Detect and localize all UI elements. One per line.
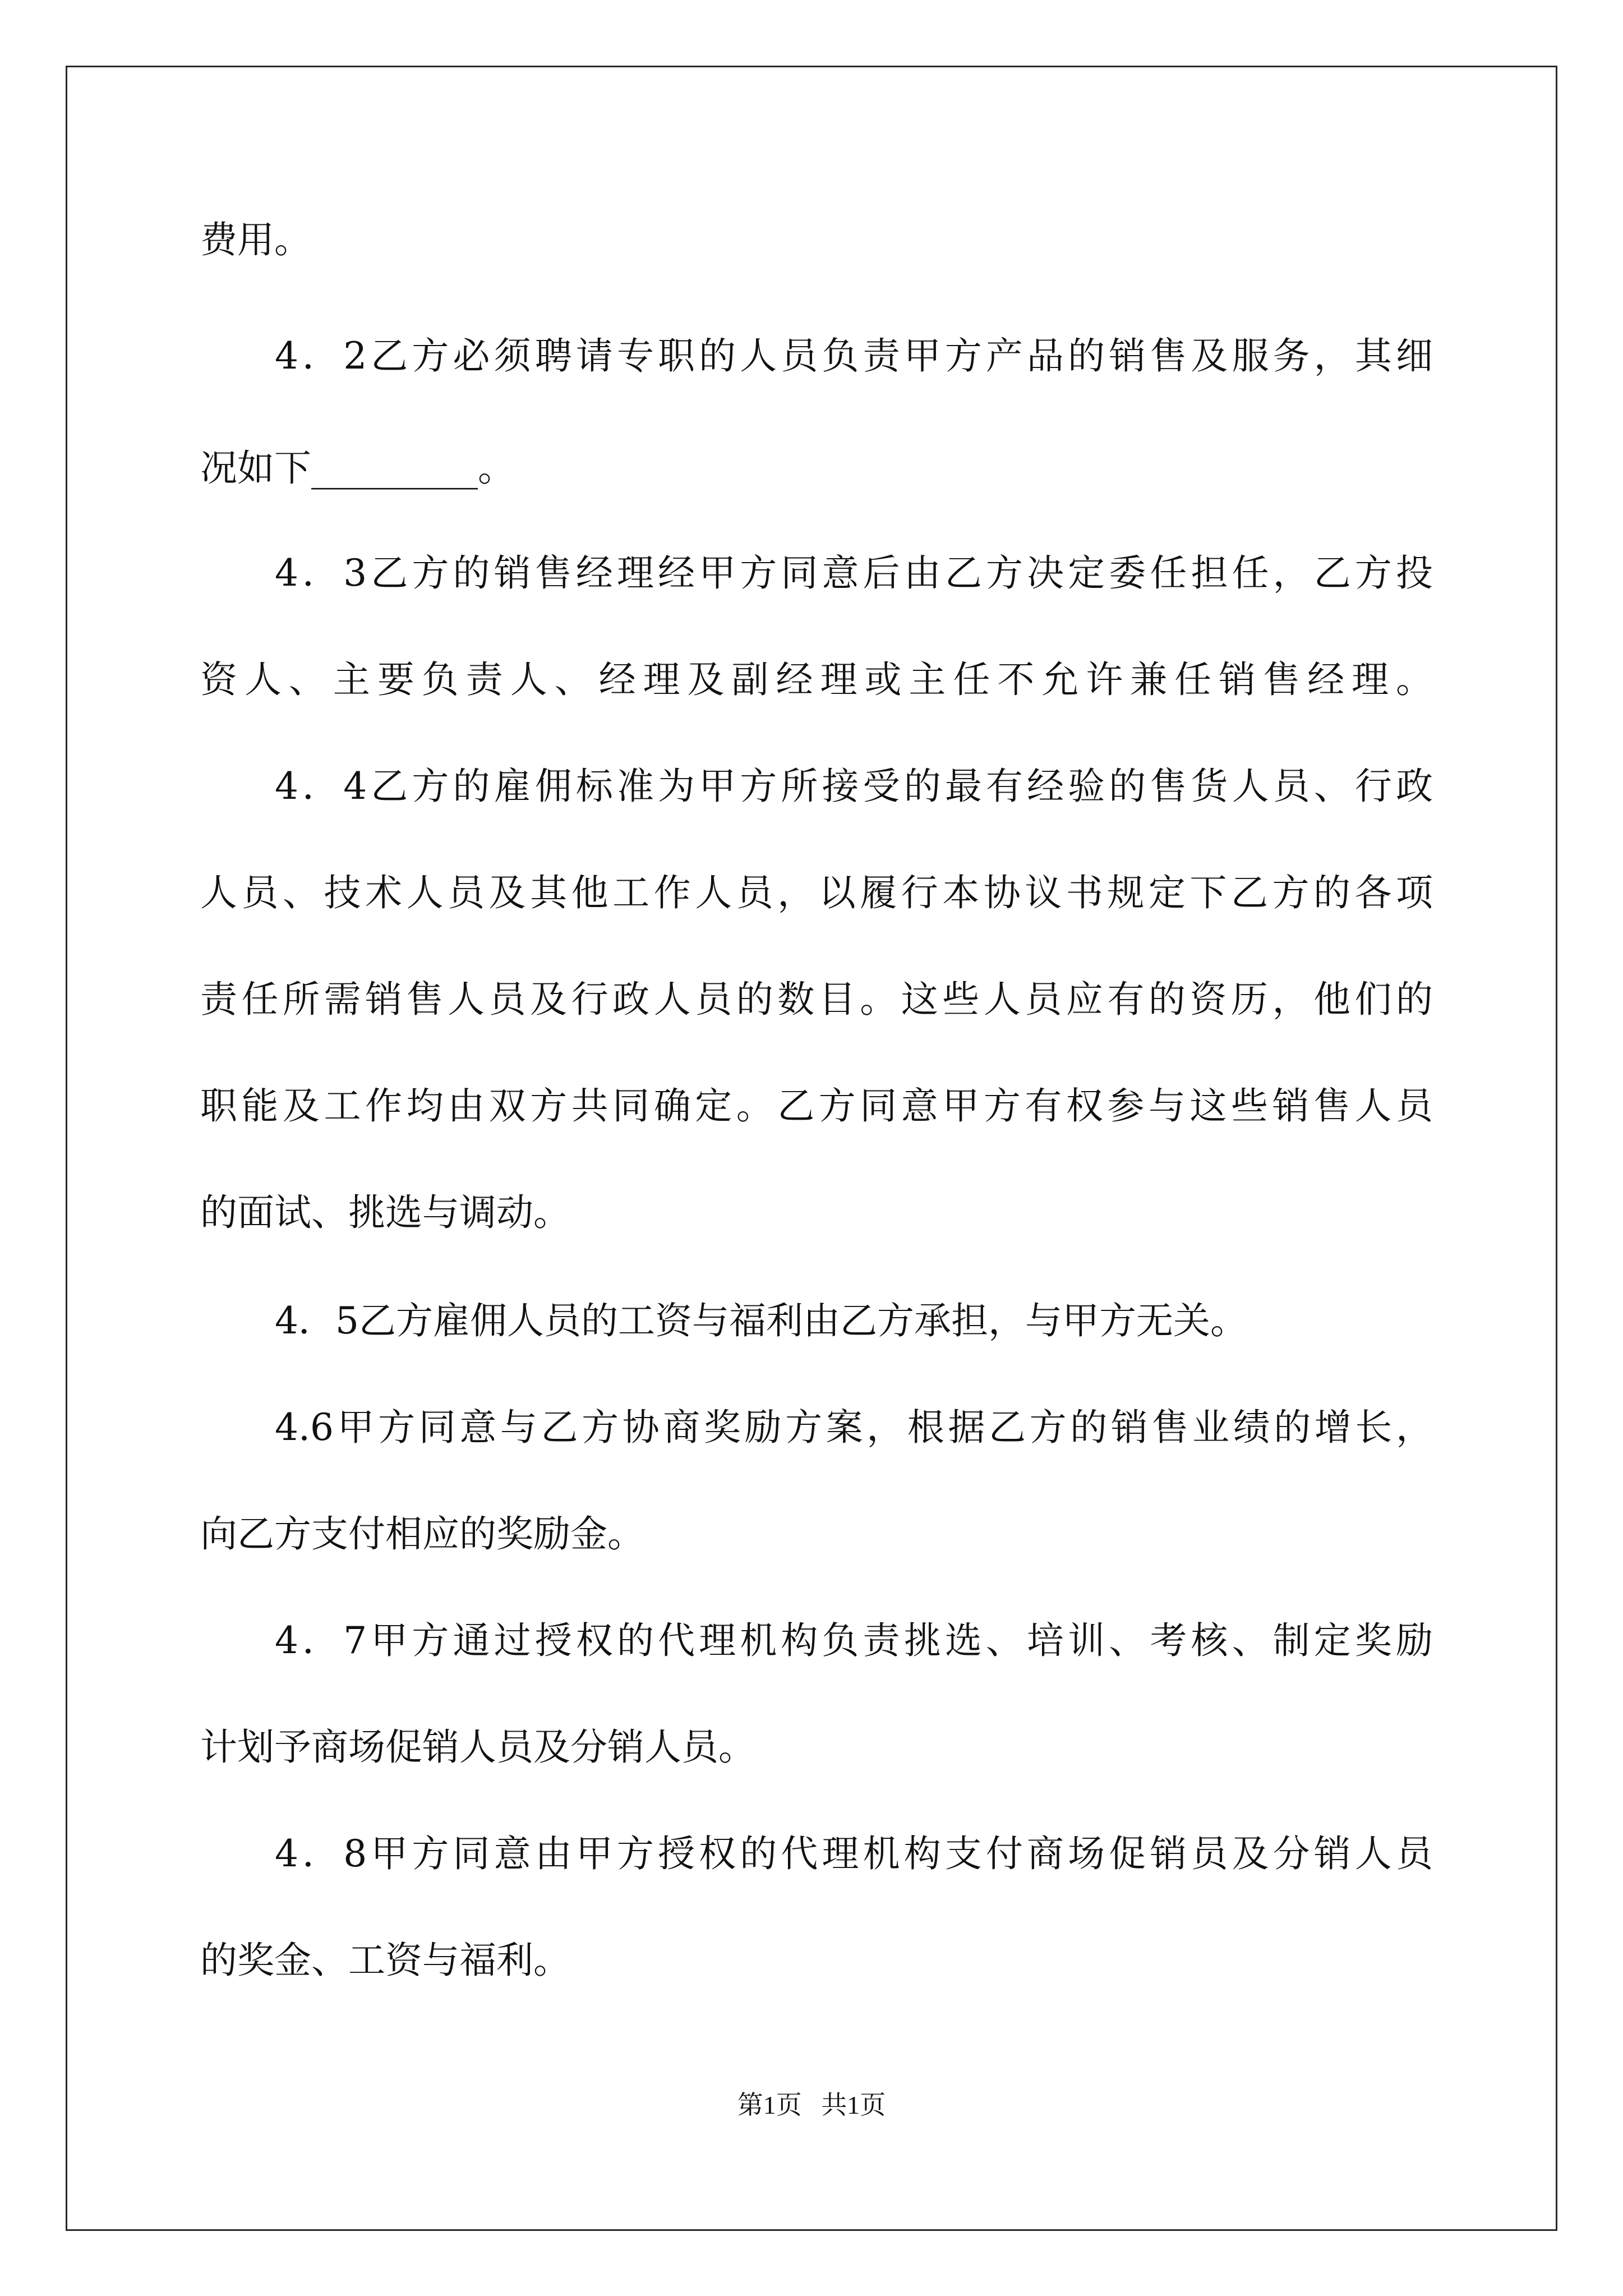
text-line-6: 4．4乙方的雇佣标准为甲方所接受的最有经验的售货人员、行政 bbox=[275, 765, 1433, 808]
text-line-13: 向乙方支付相应的奖励金。 bbox=[200, 1512, 644, 1556]
text-line-11: 4．5乙方雇佣人员的工资与福利由乙方承担，与甲方无关。 bbox=[275, 1299, 1247, 1342]
text-line-1: 费用。 bbox=[200, 218, 311, 261]
page-border bbox=[66, 66, 1557, 2231]
text-line-17: 的奖金、工资与福利。 bbox=[200, 1939, 570, 1982]
text-line-14: 4．7甲方通过授权的代理机构负责挑选、培训、考核、制定奖励 bbox=[275, 1619, 1433, 1662]
page-number-footer: 第1页 共1页 bbox=[737, 2091, 886, 2119]
text-line-15: 计划予商场促销人员及分销人员。 bbox=[200, 1726, 755, 1769]
text-line-16: 4．8甲方同意由甲方授权的代理机构支付商场促销员及分销人员 bbox=[275, 1832, 1433, 1875]
text-line-9: 职能及工作均由双方共同确定。乙方同意甲方有权参与这些销售人员 bbox=[200, 1084, 1433, 1128]
text-line-10: 的面试、挑选与调动。 bbox=[200, 1191, 570, 1234]
text-line-2: 4．2乙方必须聘请专职的人员负责甲方产品的销售及服务，其细 bbox=[275, 334, 1433, 378]
text-line-8: 责任所需销售人员及行政人员的数目。这些人员应有的资历，他们的 bbox=[200, 978, 1433, 1021]
text-line-4: 4．3乙方的销售经理经甲方同意后由乙方决定委任担任，乙方投 bbox=[275, 551, 1433, 595]
text-line-3: 况如下_________。 bbox=[200, 447, 515, 490]
text-line-7: 人员、技术人员及其他工作人员，以履行本协议书规定下乙方的各项 bbox=[200, 871, 1433, 914]
text-line-12: 4.6甲方同意与乙方协商奖励方案，根据乙方的销售业绩的增长， bbox=[275, 1406, 1433, 1449]
text-line-5: 资人、主要负责人、经理及副经理或主任不允许兼任销售经理。 bbox=[200, 658, 1433, 701]
